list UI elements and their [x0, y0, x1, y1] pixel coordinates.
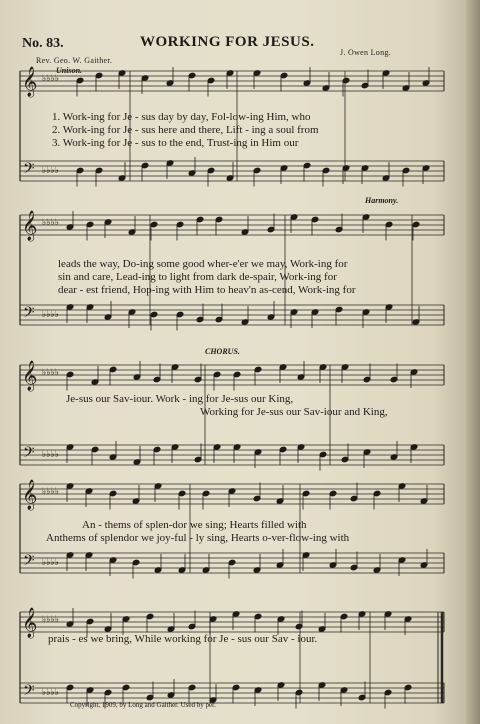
key-signature-flats-icon: ♭♭♭♭ — [42, 218, 59, 228]
chorus-line-1-upper: Je-sus our Sav-iour. Work - ing for Je-sus our King, — [66, 393, 294, 405]
treble-staff — [20, 365, 444, 385]
chorus-line-2-upper: An - thems of splen-dor we sing; Hearts filled with — [82, 519, 307, 531]
key-signature-flats-icon: ♭♭♭♭ — [42, 450, 59, 460]
key-signature-flats-icon: ♭♭♭♭ — [42, 310, 59, 320]
bass-clef-icon: 𝄢 — [23, 444, 35, 465]
composer-credit: J. Owen Long. — [340, 48, 392, 57]
key-signature-flats-icon: ♭♭♭♭ — [42, 558, 59, 568]
verse-1-line-2: leads the way, Do-ing some good wher-e'er we may, Work-ing for — [58, 258, 348, 270]
bass-clef-icon: 𝄢 — [23, 160, 35, 181]
bass-clef-icon: 𝄢 — [23, 682, 35, 703]
harmony-marking: Harmony. — [365, 196, 399, 205]
treble-clef-icon: 𝄞 — [22, 361, 38, 391]
verse-2-line-1: 2. Work-ing for Je - sus here and there, Lift - ing a soul from — [52, 124, 319, 136]
treble-staff — [20, 612, 444, 632]
verse-2-line-2: sin and care, Lead-ing to light from dark de-spair, Work-ing for — [58, 271, 337, 283]
verse-3-line-1: 3. Work-ing for Je - sus to the end, Trust-ing in Him our — [52, 137, 299, 149]
bass-clef-icon: 𝄢 — [23, 304, 35, 325]
treble-clef-icon: 𝄞 — [22, 480, 38, 510]
bass-staff — [20, 683, 444, 703]
hymn-number: No. 83. — [22, 36, 64, 51]
unison-marking: Unison. — [56, 66, 83, 75]
treble-clef-icon: 𝄞 — [22, 608, 38, 638]
verse-3-line-2: dear - est friend, Hop-ing with Him to heav'n as-cend, Work-ing for — [58, 284, 356, 296]
chorus-line-1-lower: Working for Je-sus our Sav-iour and King, — [200, 406, 388, 418]
key-signature-flats-icon: ♭♭♭♭ — [42, 74, 59, 84]
key-signature-flats-icon: ♭♭♭♭ — [42, 487, 59, 497]
chorus-marking: CHORUS. — [205, 347, 240, 356]
treble-clef-icon: 𝄞 — [22, 211, 38, 241]
key-signature-flats-icon: ♭♭♭♭ — [42, 615, 59, 625]
bass-staff — [20, 305, 444, 325]
hymn-title: WORKING FOR JESUS. — [140, 34, 315, 50]
key-signature-flats-icon: ♭♭♭♭ — [42, 688, 59, 698]
bass-clef-icon: 𝄢 — [23, 552, 35, 573]
key-signature-flats-icon: ♭♭♭♭ — [42, 368, 59, 378]
chorus-line-3: prais - es we bring, While working for Je - sus our Sav - iour. — [48, 633, 318, 645]
treble-clef-icon: 𝄞 — [22, 67, 38, 97]
bass-staff — [20, 445, 444, 465]
lyricist-credit: Rev. Geo. W. Gaither. — [36, 56, 113, 65]
copyright-notice: Copyright, 1909, by Long and Gaither. Used by per. — [70, 701, 216, 709]
chorus-line-2-lower: Anthems of splendor we joy-ful - ly sing, Hearts o-ver-flow-ing with — [46, 532, 350, 544]
key-signature-flats-icon: ♭♭♭♭ — [42, 166, 59, 176]
treble-staff — [20, 215, 444, 235]
verse-1-line-1: 1. Work-ing for Je - sus day by day, Fol-low-ing Him, who — [52, 111, 311, 123]
